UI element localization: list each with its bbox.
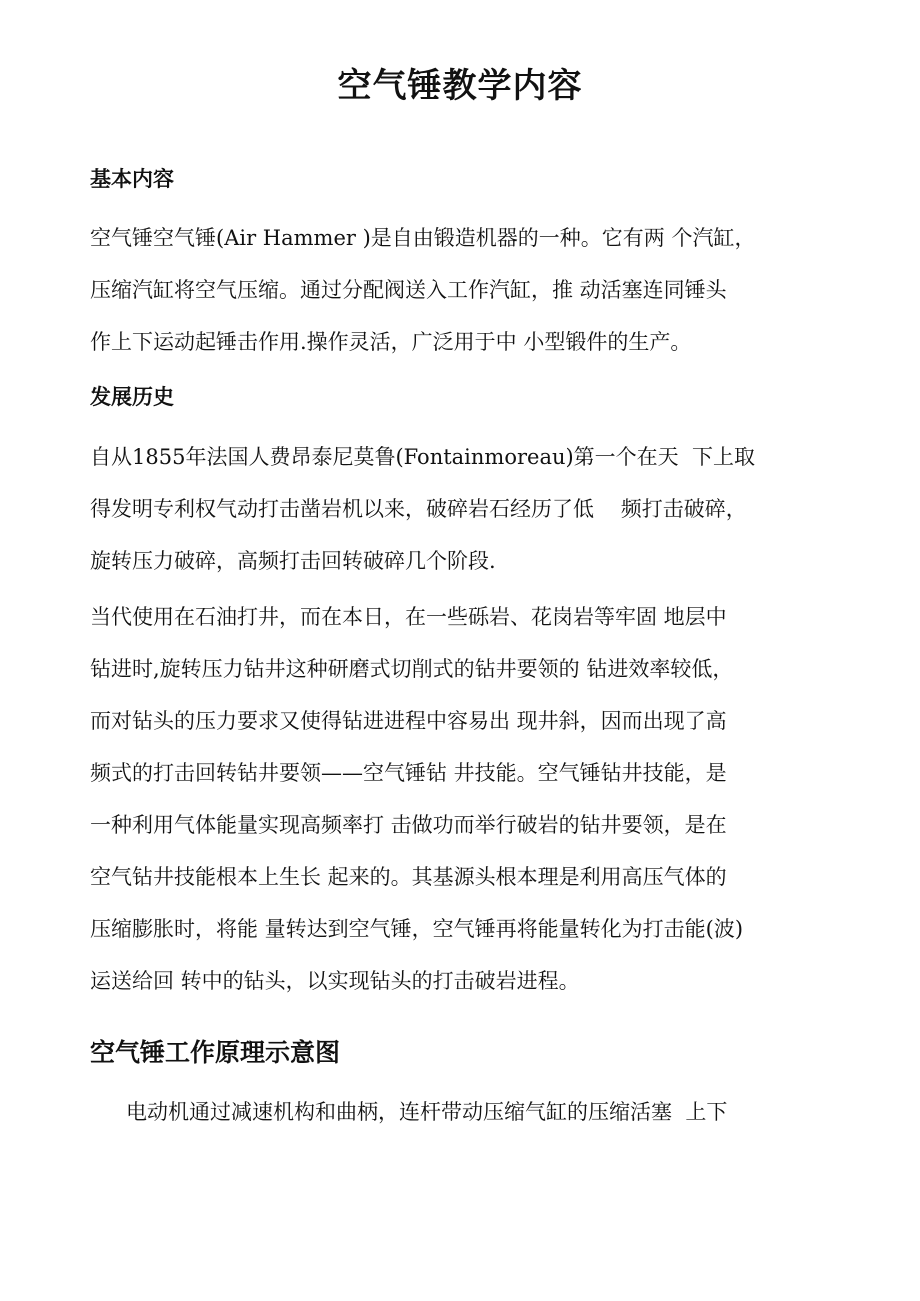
text-line: 空气锤空气锤(Air Hammer )是自由锻造机器的一种。它有两 个汽缸， [90, 226, 756, 250]
text-line: 旋转压力破碎，高频打击回转破碎几个阶段. [90, 549, 496, 573]
section-heading-history: 发展历史 [90, 384, 174, 409]
text-line: 压缩汽缸将空气压缩。通过分配阀送入工作汽缸，推 动活塞连同锤头 [90, 278, 727, 302]
text-line: 自从1855年法国人费昂泰尼莫鲁(Fontainmoreau)第一个在天 下上取 [90, 445, 756, 469]
paragraph-history-2 [90, 597, 810, 1013]
text-line: 得发明专利权气动打击凿岩机以来，破碎岩石经历了低 频打击破碎， [90, 497, 747, 521]
paragraph-working-principle [126, 1092, 846, 1144]
text-line: 钻进时,旋转压力钻井这种研磨式切削式的钻井要领的 钻进效率较低， [90, 657, 734, 681]
text-line: 而对钻头的压力要求又使得钻进进程中容易出 现井斜，因而出现了高 [90, 709, 727, 733]
text-line: 作上下运动起锤击作用.操作灵活，广泛用于中 小型锻件的生产。 [90, 330, 692, 354]
text-line: 运送给回 转中的钻头，以实现钻头的打击破岩进程。 [90, 969, 580, 993]
section-heading-basic-content: 基本内容 [90, 166, 174, 191]
text-line: 频式的打击回转钻井要领——空气锤钻 井技能。空气锤钻井技能，是 [90, 761, 727, 785]
text-line: 当代使用在石油打井，而在本日，在一些砾岩、花岗岩等牢固 地层中 [90, 605, 727, 629]
text-line: 电动机通过减速机构和曲柄，连杆带动压缩气缸的压缩活塞 上下 [126, 1100, 728, 1124]
page-title: 空气锤教学内容 [337, 66, 583, 106]
text-line: 一种利用气体能量实现高频率打 击做功而举行破岩的钻井要领，是在 [90, 813, 727, 837]
text-line: 空气钻井技能根本上生长 起来的。其基源头根本理是利用高压气体的 [90, 865, 727, 889]
section-heading-working-principle: 空气锤工作原理示意图 [90, 1038, 341, 1067]
paragraph-basic-content [90, 218, 810, 374]
text-line: 压缩膨胀时，将能 量转达到空气锤，空气锤再将能量转化为打击能(波) [90, 917, 744, 941]
paragraph-history-1 [90, 437, 810, 593]
